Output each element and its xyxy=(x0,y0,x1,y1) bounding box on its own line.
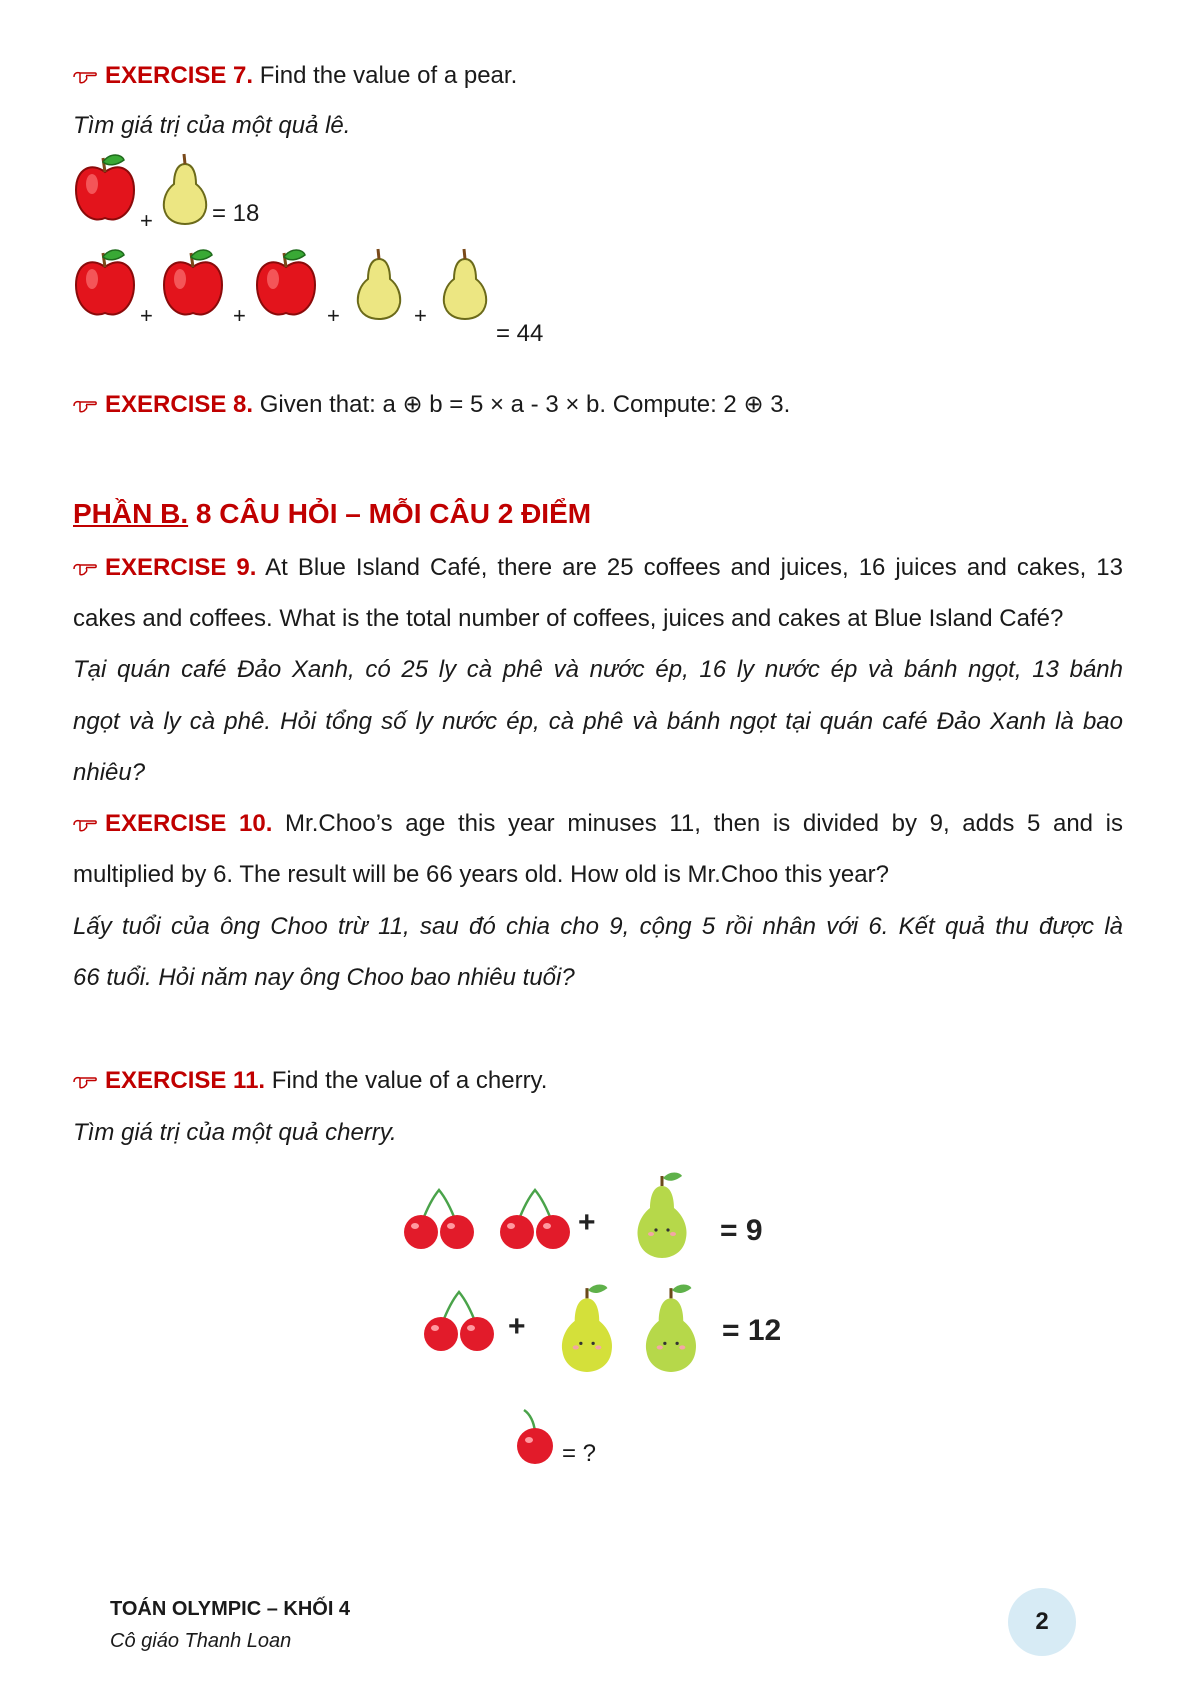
exercise-8-heading xyxy=(73,390,1123,420)
exercise-9-line-1 xyxy=(73,553,1123,583)
pointing-hand-icon xyxy=(73,1075,99,1089)
exercise-9-line-2: cakes and coffees. What is the total number of coffees, juices and cakes at Blue Island Café? xyxy=(73,605,1064,632)
exercise-11-label: EXERCISE 11. xyxy=(105,1067,266,1094)
plus-sign: + xyxy=(140,303,153,328)
pointing-hand-icon xyxy=(73,399,99,413)
footer-author: Cô giáo Thanh Loan xyxy=(110,1630,292,1652)
exercise-11-text: Find the value of a cherry. xyxy=(271,1067,548,1094)
section-b-label: PHẦN B. xyxy=(73,498,189,529)
pear-icon xyxy=(160,152,210,226)
cherries-icon xyxy=(400,1188,478,1250)
section-b-title: 8 CÂU HỎI – MỖI CÂU 2 ĐIỂM xyxy=(188,498,592,529)
apple-icon xyxy=(160,247,226,321)
equation-1-result: = 18 xyxy=(212,200,260,227)
exercise-9-vi-line-1: Tại quán café Đảo Xanh, có 25 ly cà phê và nước ép, 16 ly nước ép và bánh ngọt, 13 bánh xyxy=(73,656,1123,683)
exercise-9-vi-line-3: nhiêu? xyxy=(73,759,146,786)
pear-icon xyxy=(354,247,404,321)
cherries-icon xyxy=(496,1188,574,1250)
section-b-heading xyxy=(73,498,591,530)
exercise-8-label: EXERCISE 8. xyxy=(105,391,254,418)
exercise-7-vietnamese: Tìm giá trị của một quả lê. xyxy=(73,112,351,139)
exercise-8-text: Given that: a ⊕ b = 5 × a - 3 × b. Compute: 2 ⊕ 3. xyxy=(259,391,791,418)
apple-icon xyxy=(72,152,138,226)
exercise-9-label: EXERCISE 9. xyxy=(105,554,257,581)
plus-sign: + xyxy=(140,208,153,233)
pointing-hand-icon xyxy=(73,70,99,84)
exercise-9-vi-line-2: ngọt và ly cà phê. Hỏi tổng số ly nước ép, cà phê và bánh ngọt tại quán café Đảo Xanh là bao xyxy=(73,708,1123,735)
exercise-7-heading xyxy=(73,61,1123,91)
exercise-10-vi-line-1: Lấy tuổi của ông Choo trừ 11, sau đó chia cho 9, cộng 5 rồi nhân với 6. Kết quả thu được là xyxy=(73,913,1123,940)
equation-1-result: = 9 xyxy=(720,1214,763,1247)
plus-sign: + xyxy=(578,1206,596,1239)
plus-sign: + xyxy=(327,303,340,328)
footer-title: TOÁN OLYMPIC – KHỐI 4 xyxy=(110,1598,351,1620)
exercise-10-line-2: multiplied by 6. The result will be 66 years old. How old is Mr.Choo this year? xyxy=(73,861,889,888)
pear-icon xyxy=(640,1282,702,1374)
equation-2-result: = 12 xyxy=(722,1314,782,1347)
pear-icon xyxy=(556,1282,618,1374)
cherry-icon xyxy=(512,1408,558,1466)
plus-sign: + xyxy=(414,303,427,328)
equation-2-result: = 44 xyxy=(496,320,544,347)
apple-icon xyxy=(72,247,138,321)
exercise-10-line-1 xyxy=(73,809,1123,839)
exercise-11-vietnamese: Tìm giá trị của một quả cherry. xyxy=(73,1119,397,1146)
exercise-10-text: Mr.Choo’s age this year minuses 11, then is divided by 9, adds 5 and is xyxy=(285,810,1123,837)
cherries-icon xyxy=(420,1290,498,1352)
exercise-7-label: EXERCISE 7. xyxy=(105,62,254,89)
plus-sign: + xyxy=(508,1310,526,1343)
equation-3-question: = ? xyxy=(562,1440,597,1467)
pointing-hand-icon xyxy=(73,818,99,832)
exercise-9-text: At Blue Island Café, there are 25 coffees and juices, 16 juices and cakes, 13 xyxy=(265,554,1123,581)
page-number: 2 xyxy=(1008,1588,1076,1656)
exercise-10-label: EXERCISE 10. xyxy=(105,810,273,837)
pear-icon xyxy=(632,1170,692,1260)
plus-sign: + xyxy=(233,303,246,328)
exercise-11-heading xyxy=(73,1066,1123,1096)
pointing-hand-icon xyxy=(73,562,99,576)
apple-icon xyxy=(253,247,319,321)
exercise-7-text: Find the value of a pear. xyxy=(259,62,518,89)
exercise-10-vi-line-2: 66 tuổi. Hỏi năm nay ông Choo bao nhiêu tuổi? xyxy=(73,964,575,991)
pear-icon xyxy=(440,247,490,321)
